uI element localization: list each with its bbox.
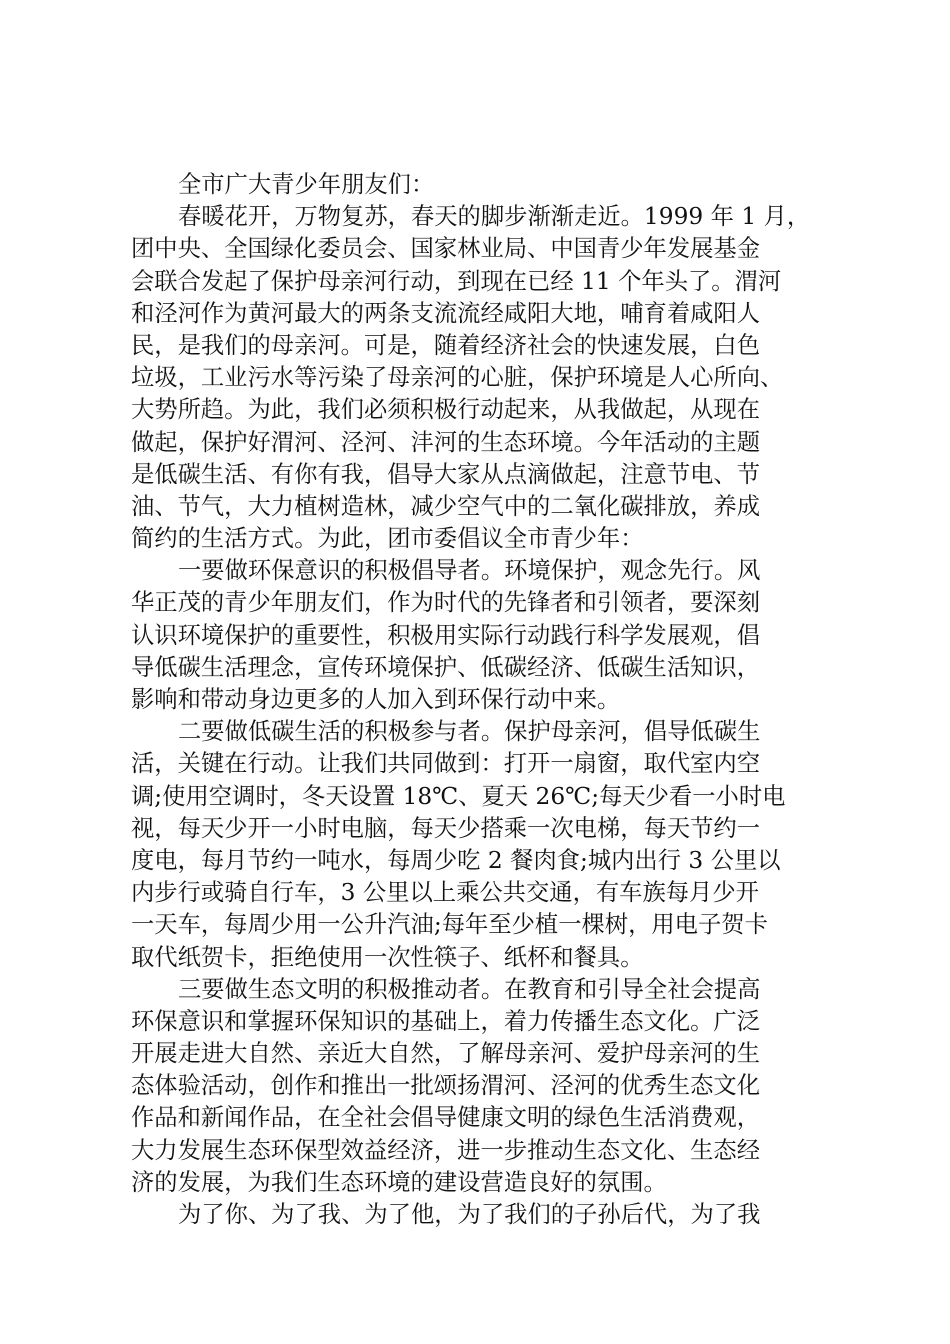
paragraph-line: 活，关键在行动。让我们共同做到：打开一扇窗，取代室内空 [131, 750, 761, 778]
paragraph-3 [131, 716, 831, 974]
paragraph-line: 环保意识和掌握环保知识的基础上，着力传播生态文化。广泛 [131, 1007, 761, 1035]
paragraph-4 [131, 974, 831, 1199]
paragraph-line: 做起，保护好渭河、泾河、沣河的生态环境。今年活动的主题 [131, 428, 761, 456]
document-body [131, 169, 831, 1231]
paragraph-line: 垃圾，工业污水等污染了母亲河的心脏，保护环境是人心所向、 [131, 364, 784, 392]
paragraph-line: 是低碳生活、有你有我，倡导大家从点滴做起，注意节电、节 [131, 460, 761, 488]
paragraph-line: 调;使用空调时，冬天设置 18℃、夏天 26℃;每天少看一小时电 [131, 782, 786, 810]
paragraph-1 [131, 201, 831, 555]
paragraph-line: 简约的生活方式。为此，团市委倡议全市青少年： [131, 525, 644, 553]
paragraph-line: 开展走进大自然、亲近大自然，了解母亲河、爱护母亲河的生 [131, 1040, 761, 1068]
paragraph-line: 济的发展，为我们生态环境的建设营造良好的氛围。 [131, 1168, 667, 1196]
paragraph-line: 一要做环保意识的积极倡导者。环境保护，观念先行。风 [178, 557, 761, 585]
paragraph-line: 认识环境保护的重要性，积极用实际行动践行科学发展观，倡 [131, 621, 761, 649]
paragraph-line: 态体验活动，创作和推出一批颂扬渭河、泾河的优秀生态文化 [131, 1072, 761, 1100]
paragraph-line: 内步行或骑自行车，3 公里以上乘公共交通，有车族每月少开 [131, 879, 759, 907]
paragraph-line: 二要做低碳生活的积极参与者。保护母亲河，倡导低碳生 [178, 718, 761, 746]
paragraph-line: 油、节气，大力植树造林，减少空气中的二氧化碳排放，养成 [131, 492, 761, 520]
paragraph-line: 会联合发起了保护母亲河行动，到现在已经 11 个年头了。渭河 [131, 267, 782, 295]
paragraph-line: 一天车，每周少用一公升汽油;每年至少植一棵树，用电子贺卡 [131, 911, 768, 939]
greeting-line: 全市广大青少年朋友们： [178, 171, 435, 198]
paragraph-line: 春暖花开，万物复苏，春天的脚步渐渐走近。1999 年 1 月， [178, 203, 811, 231]
paragraph-line: 取代纸贺卡，拒绝使用一次性筷子、纸杯和餐具。 [131, 943, 644, 971]
paragraph-line: 导低碳生活理念，宣传环境保护、低碳经济、低碳生活知识， [131, 653, 761, 681]
paragraph-line: 作品和新闻作品，在全社会倡导健康文明的绿色生活消费观， [131, 1104, 761, 1132]
paragraph-line: 影响和带动身边更多的人加入到环保行动中来。 [131, 686, 621, 713]
paragraph-line: 和泾河作为黄河最大的两条支流流经咸阳大地，哺育着咸阳人 [131, 299, 761, 327]
paragraph-2 [131, 555, 831, 716]
paragraph-line: 华正茂的青少年朋友们，作为时代的先锋者和引领者，要深刻 [131, 589, 761, 617]
paragraph-line: 大力发展生态环保型效益经济，进一步推动生态文化、生态经 [131, 1136, 761, 1164]
paragraph-line: 团中央、全国绿化委员会、国家林业局、中国青少年发展基金 [131, 235, 761, 263]
paragraph-line: 为了你、为了我、为了他，为了我们的子孙后代，为了我 [178, 1201, 761, 1228]
paragraph-line: 视，每天少开一小时电脑，每天少搭乘一次电梯，每天节约一 [131, 814, 761, 842]
paragraph-5 [131, 1199, 831, 1231]
paragraph-line: 度电，每月节约一吨水，每周少吃 2 餐肉食;城内出行 3 公里以 [131, 846, 781, 874]
paragraph-line: 三要做生态文明的积极推动者。在教育和引导全社会提高 [178, 975, 761, 1003]
paragraph-line: 民，是我们的母亲河。可是，随着经济社会的快速发展，白色 [131, 331, 761, 359]
paragraph-line: 大势所趋。为此，我们必须积极行动起来，从我做起，从现在 [131, 396, 761, 424]
